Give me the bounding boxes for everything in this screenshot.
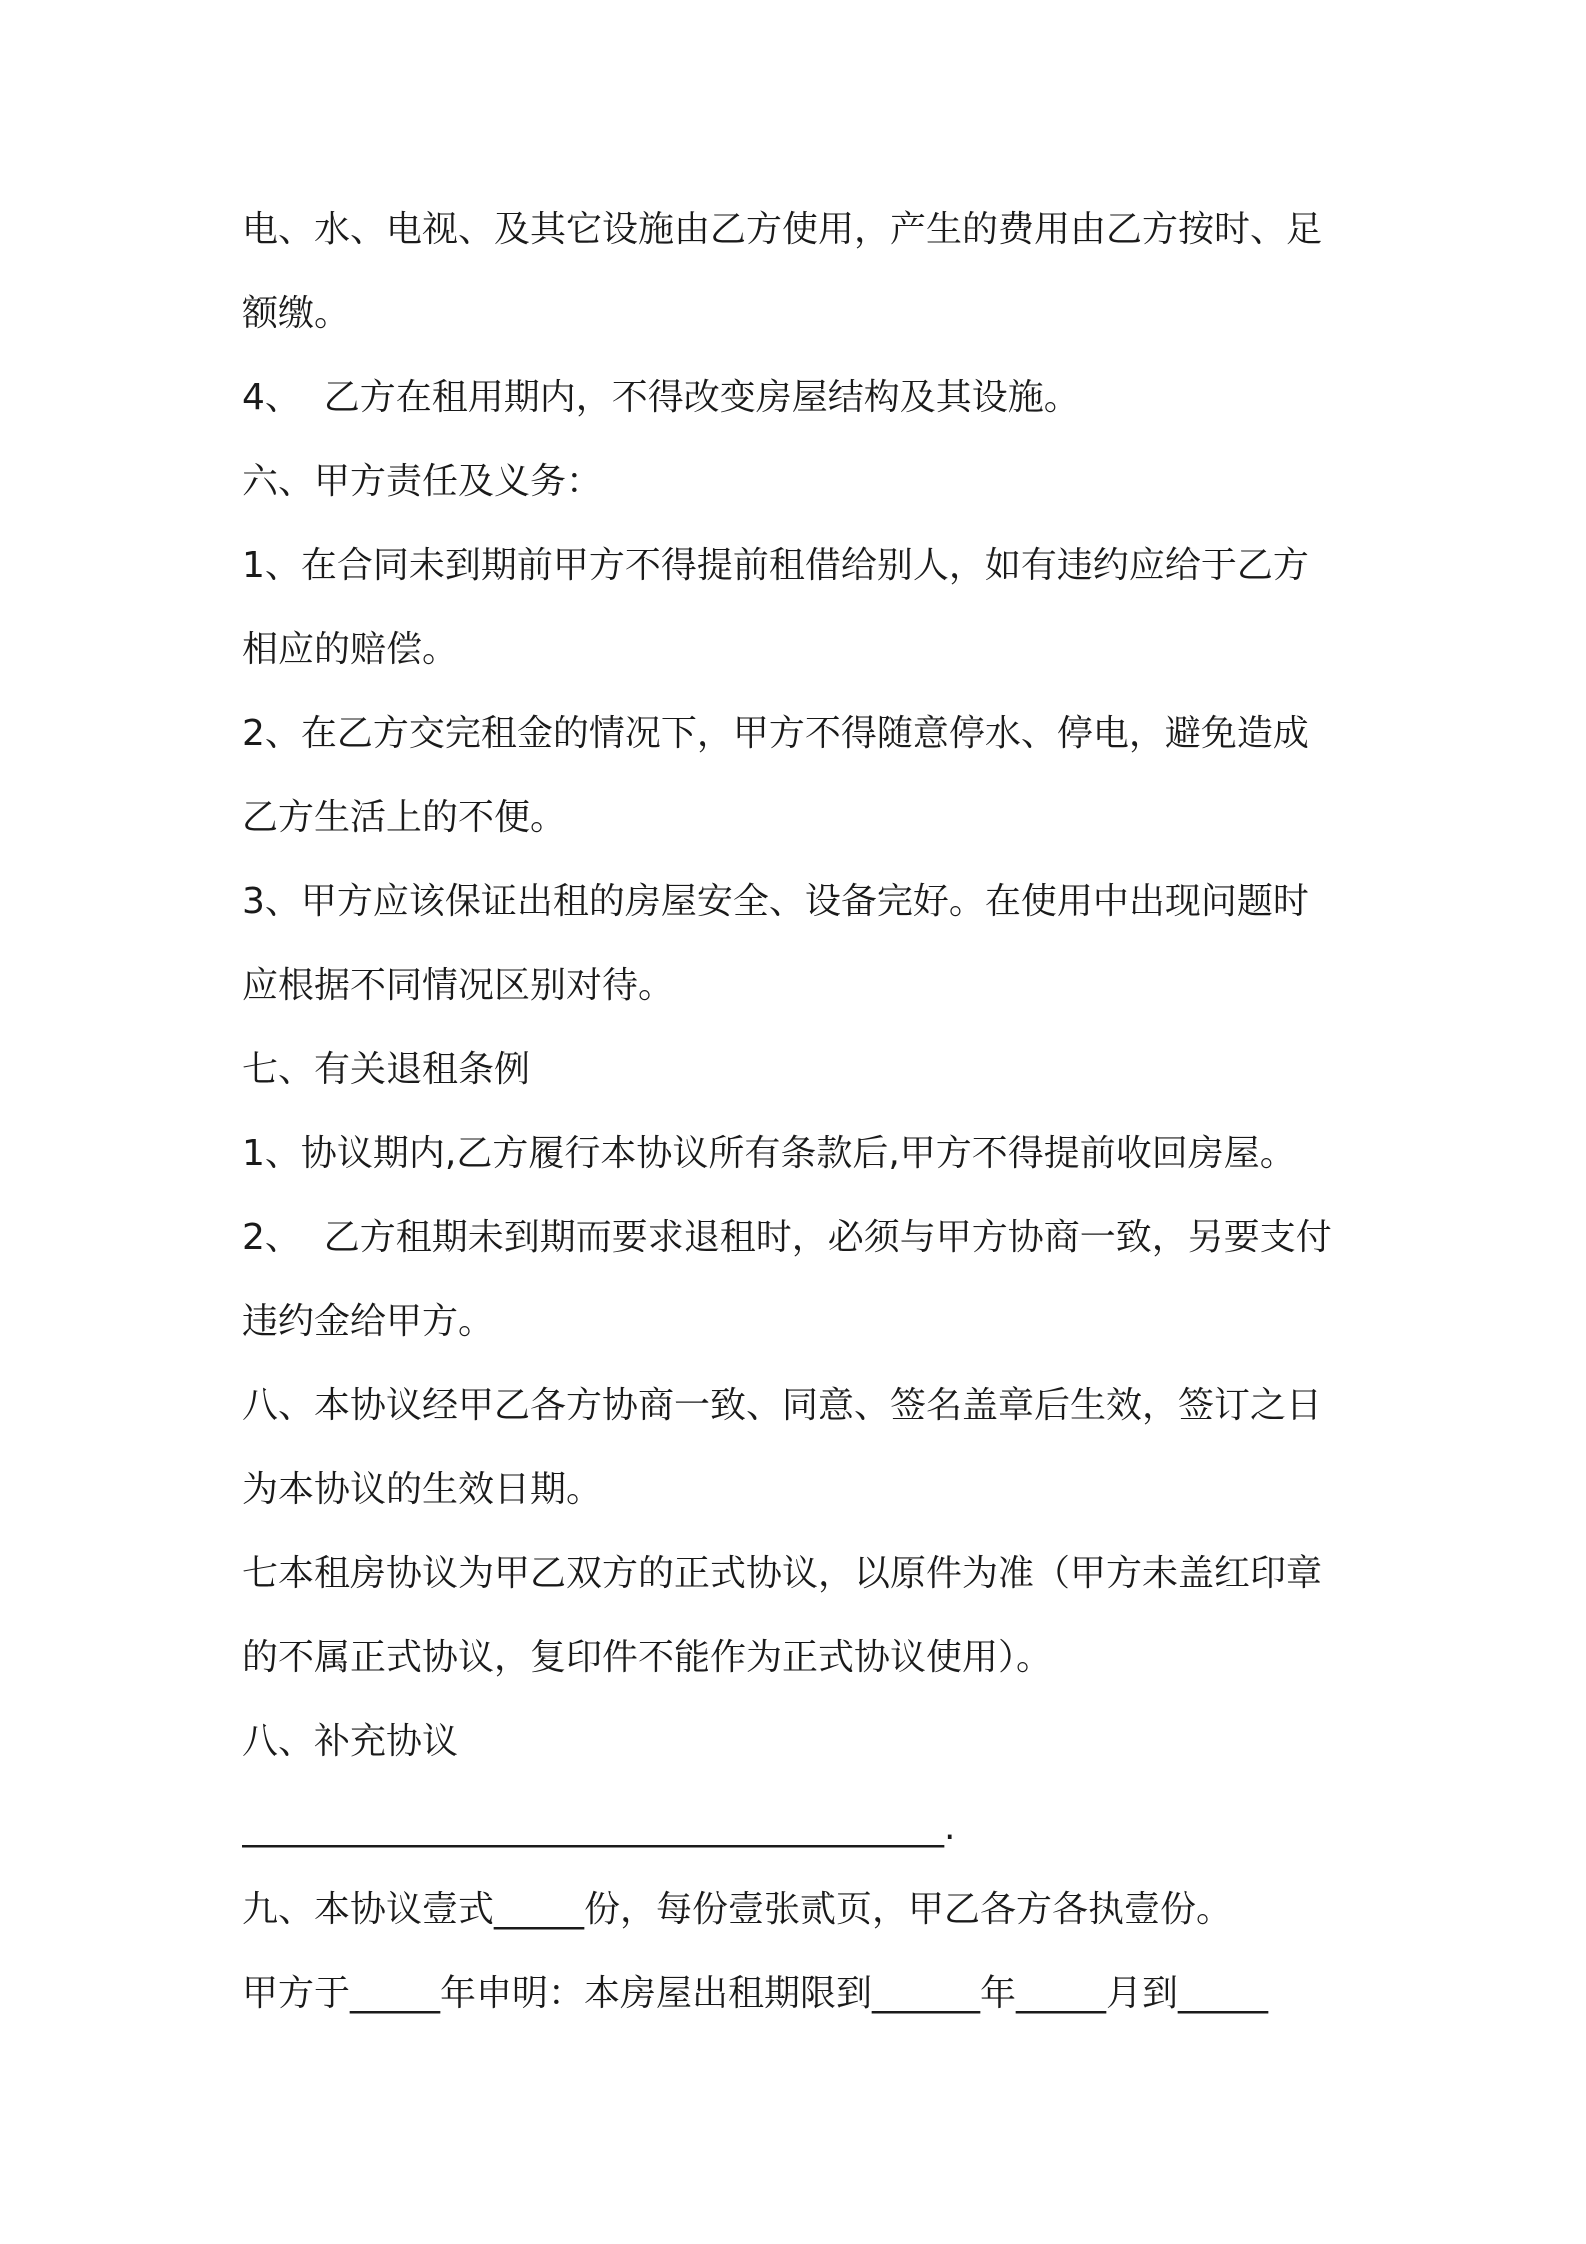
text-line-1: 电、水、电视、及其它设施由乙方使用，产生的费用由乙方按时、足 [242,209,1323,250]
text-line-5: 1、在合同未到期前甲方不得提前租借给别人，如有违约应给于乙方 [242,545,1309,586]
text-line-13: 2、 乙方租期未到期而要求退租时，必须与甲方协商一致，另要支付 [242,1217,1332,1258]
text-line-7: 2、在乙方交完租金的情况下，甲方不得随意停水、停电，避免造成 [242,713,1309,754]
text-line-22: 甲方于_____年申明：本房屋出租期限到______年_____月到_____ [242,1973,1269,2014]
text-line-16: 为本协议的生效日期。 [242,1469,603,1510]
text-line-9: 3、甲方应该保证出租的房屋安全、设备完好。在使用中出现问题时 [242,881,1309,922]
text-line-6: 相应的赔偿。 [242,629,459,670]
blank-fill-line: _______________________________________. [242,1807,956,1848]
text-line-18: 的不属正式协议，复印件不能作为正式协议使用）。 [242,1637,1053,1678]
section-heading-8: 八、补充协议 [242,1721,459,1762]
text-line-15: 八、本协议经甲乙各方协商一致、同意、签名盖章后生效，签订之日 [242,1385,1323,1426]
section-heading-6: 六、甲方责任及义务： [242,461,603,502]
text-line-3: 4、 乙方在租用期内，不得改变房屋结构及其设施。 [242,377,1080,418]
text-line-2: 额缴。 [242,293,351,334]
text-line-21: 九、本协议壹式_____份，每份壹张贰页，甲乙各方各执壹份。 [242,1889,1233,1930]
text-line-12: 1、协议期内,乙方履行本协议所有条款后,甲方不得提前收回房屋。 [242,1133,1296,1174]
text-line-10: 应根据不同情况区别对待。 [242,965,675,1006]
text-line-14: 违约金给甲方。 [242,1301,495,1342]
section-heading-7: 七、有关退租条例 [242,1049,531,1090]
text-line-8: 乙方生活上的不便。 [242,797,567,838]
text-line-17: 七本租房协议为甲乙双方的正式协议，以原件为准（甲方未盖红印章 [242,1553,1323,1594]
